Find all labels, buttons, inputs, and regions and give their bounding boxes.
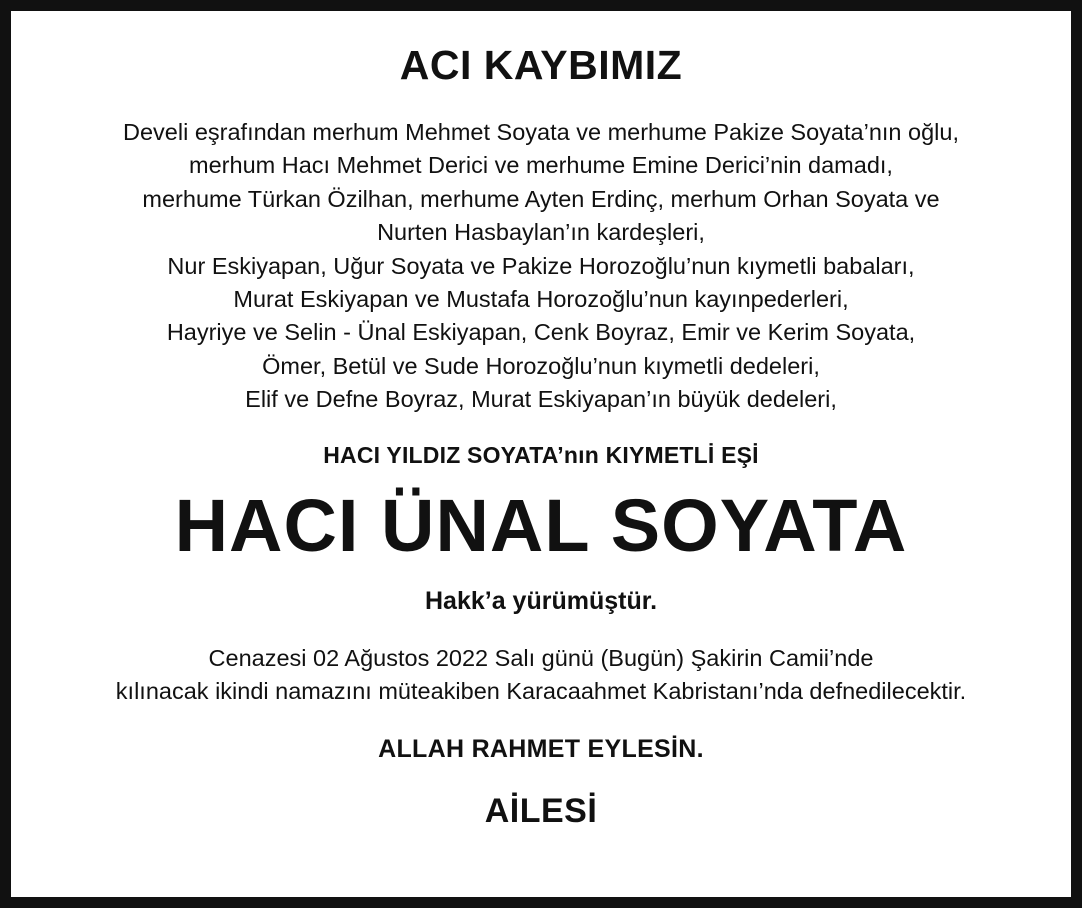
funeral-line: Cenazesi 02 Ağustos 2022 Salı günü (Bugün) Şakirin Camii’nde (208, 645, 874, 672)
blessing-text: ALLAH RAHMET EYLESİN. (378, 734, 704, 763)
relatives-line: Ömer, Betül ve Sude Horozoğlu’nun kıymetli dedeleri, (262, 352, 820, 379)
obituary-notice (9, 9, 1073, 899)
relatives-block (61, 116, 1021, 416)
deceased-name: HACI ÜNAL SOYATA (174, 484, 908, 568)
funeral-line: kılınacak ikindi namazını müteakiben Karacaahmet Kabristanı’nda defnedilecektir. (115, 678, 967, 705)
spouse-line: HACI YILDIZ SOYATA’nın KIYMETLİ EŞİ (323, 442, 759, 469)
relatives-line: Develi eşrafından merhum Mehmet Soyata ve merhume Pakize Soyata’nın oğlu, (123, 119, 959, 146)
relatives-line: Hayriye ve Selin - Ünal Eskiyapan, Cenk Boyraz, Emir ve Kerim Soyata, (166, 319, 916, 346)
funeral-details (91, 642, 991, 709)
relatives-line: merhum Hacı Mehmet Derici ve merhume Emine Derici’nin damadı, (189, 152, 893, 179)
relatives-line: Nur Eskiyapan, Uğur Soyata ve Pakize Horozoğlu’nun kıymetli babaları, (167, 252, 915, 279)
relatives-line: Elif ve Defne Boyraz, Murat Eskiyapan’ın büyük dedeleri, (245, 385, 837, 412)
passing-phrase: Hakk’a yürümüştür. (424, 587, 658, 616)
relatives-line: merhume Türkan Özilhan, merhume Ayten Erdinç, merhum Orhan Soyata ve (142, 185, 940, 212)
relatives-line: Nurten Hasbaylan’ın kardeşleri, (377, 219, 705, 246)
relatives-line: Murat Eskiyapan ve Mustafa Horozoğlu’nun kayınpederleri, (233, 285, 849, 312)
obituary-headline: ACI KAYBIMIZ (399, 42, 683, 88)
family-signature: AİLESİ (484, 791, 598, 830)
